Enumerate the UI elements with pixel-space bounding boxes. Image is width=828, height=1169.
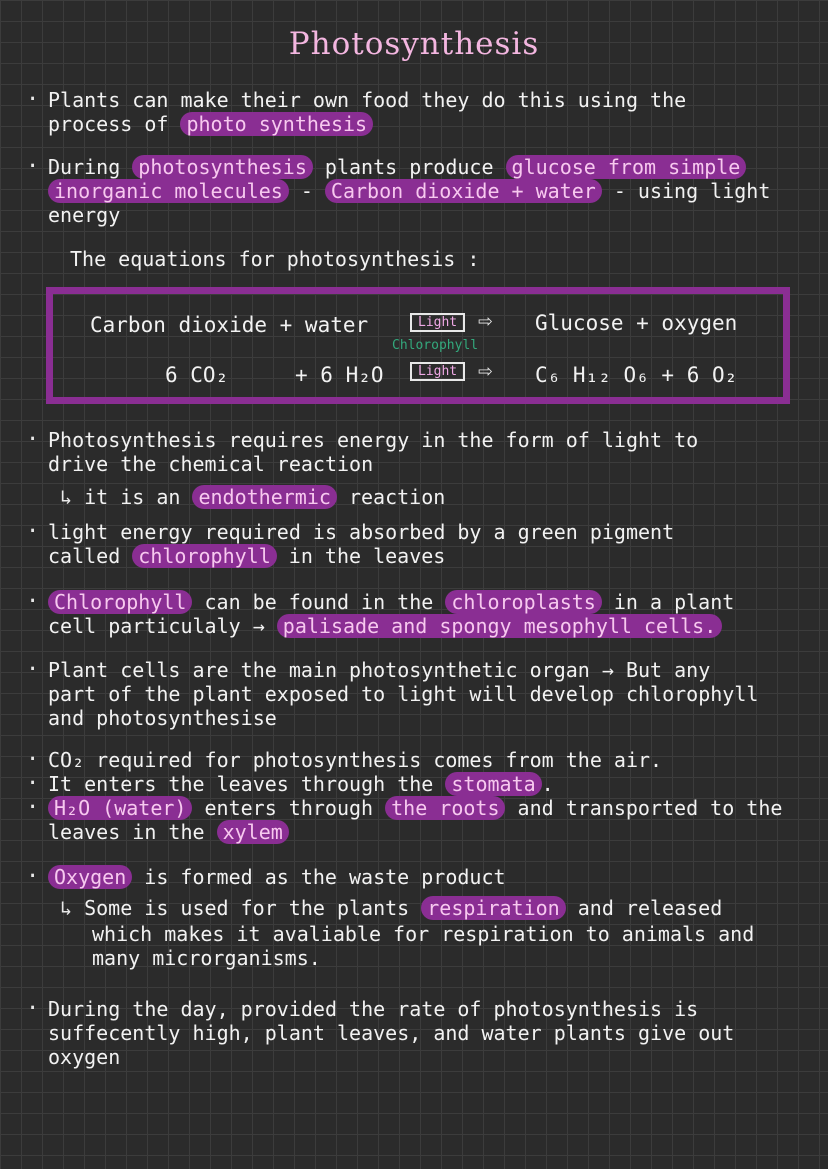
text-line: Photosynthesis requires energy in the form of light to [48,428,699,452]
highlight-term: photo synthesis [180,112,373,136]
chlorophyll-label: Chlorophyll [392,338,479,353]
text-fragment: cell particulaly → [48,614,277,638]
highlight-term: respiration [421,896,565,920]
text-line: light energy required is absorbed by a green pigment [48,520,675,544]
bullet: · [26,795,40,820]
bullet: · [26,589,40,614]
return-arrow-icon: ↳ [60,896,85,920]
highlight-term: inorganic molecules [48,179,289,203]
highlight-term: Carbon dioxide + water [325,179,602,203]
text-fragment: - [288,179,325,203]
text-line: energy [48,203,121,227]
text-line: oxygen [48,1045,121,1069]
text-line [60,896,722,920]
text-line [48,796,782,820]
text-line [48,544,445,568]
text-line [48,820,289,844]
bullet: · [26,87,40,112]
highlight-term: endothermic [192,485,336,509]
text-fragment: it is an [84,485,193,509]
light-label-top: Light [410,313,465,332]
equation-symbol-h2o: + 6 H₂O [295,363,384,387]
bullet: · [26,657,40,682]
equation-word-products: Glucose + oxygen [535,311,738,335]
bullet: · [26,519,40,544]
arrow-right-icon: ⇨ [478,306,493,334]
text-fragment: and released [565,896,723,920]
text-fragment: called [48,544,133,568]
highlight-term: chlorophyll [132,544,276,568]
arrow-right-icon: ⇨ [478,356,493,384]
equation-word-reactants: Carbon dioxide + water [90,313,369,337]
text-line: many microrganisms. [92,946,321,970]
highlight-term: xylem [217,820,289,844]
highlight-term: Oxygen [48,865,132,889]
equation-symbol-products: C₆ H₁₂ O₆ + 6 O₂ [535,363,738,387]
text-line: CO₂ required for photosynthesis comes from the air. [48,748,663,772]
text-fragment: is formed as the waste product [132,865,506,889]
highlight-term: H₂O (water) [48,796,192,820]
text-line: Plant cells are the main photosynthetic organ → But any [48,658,711,682]
equations-intro: The equations for photosynthesis : [70,247,480,271]
highlight-term: glucose from simple [506,155,747,179]
bullet: · [26,154,40,179]
text-fragment: and transported to the [505,796,783,820]
text-fragment: in the leaves [276,544,446,568]
bullet: · [26,771,40,796]
text-line [48,614,722,638]
text-fragment: - using light [601,179,771,203]
text-fragment: . [541,772,554,796]
return-arrow-icon: ↳ [60,485,85,509]
bullet: · [26,996,40,1021]
text-line [48,590,734,614]
page-title: Photosynthesis [288,26,540,62]
text-line [60,485,445,509]
text-line: During the day, provided the rate of photosynthesis is [48,997,699,1021]
text-fragment: During [48,155,133,179]
text-line: which makes it avaliable for respiration to animals and [92,922,755,946]
text-fragment: reaction [336,485,446,509]
highlight-term: chloroplasts [445,590,602,614]
text-line: Plants can make their own food they do this using the [48,88,687,112]
bullet: · [26,747,40,772]
light-label-bottom: Light [410,362,465,381]
highlight-term: photosynthesis [132,155,313,179]
text-fragment: leaves in the [48,820,217,844]
bullet: · [26,864,40,889]
text-line [48,772,554,796]
text-fragment: process of [48,112,181,136]
text-line: and photosynthesise [48,706,277,730]
text-line [48,179,770,203]
bullet: · [26,427,40,452]
text-fragment: can be found in the [192,590,446,614]
text-line [48,865,506,889]
highlight-term: palisade and spongy mesophyll cells. [277,614,722,638]
text-line: part of the plant exposed to light will develop chlorophyll [48,682,759,706]
text-fragment: enters through [192,796,386,820]
text-line [48,155,746,179]
highlight-term: the roots [385,796,505,820]
text-fragment: It enters the leaves through the [48,772,446,796]
highlight-term: stomata [445,772,541,796]
text-line: suffecently high, plant leaves, and water plants give out [48,1021,735,1045]
text-line: drive the chemical reaction [48,452,374,476]
text-fragment: plants produce [312,155,506,179]
text-fragment: in a plant [601,590,735,614]
text-fragment: Some is used for the plants [84,896,422,920]
equation-symbol-co2: 6 CO₂ [165,363,229,387]
highlight-term: Chlorophyll [48,590,192,614]
text-line [48,112,373,136]
